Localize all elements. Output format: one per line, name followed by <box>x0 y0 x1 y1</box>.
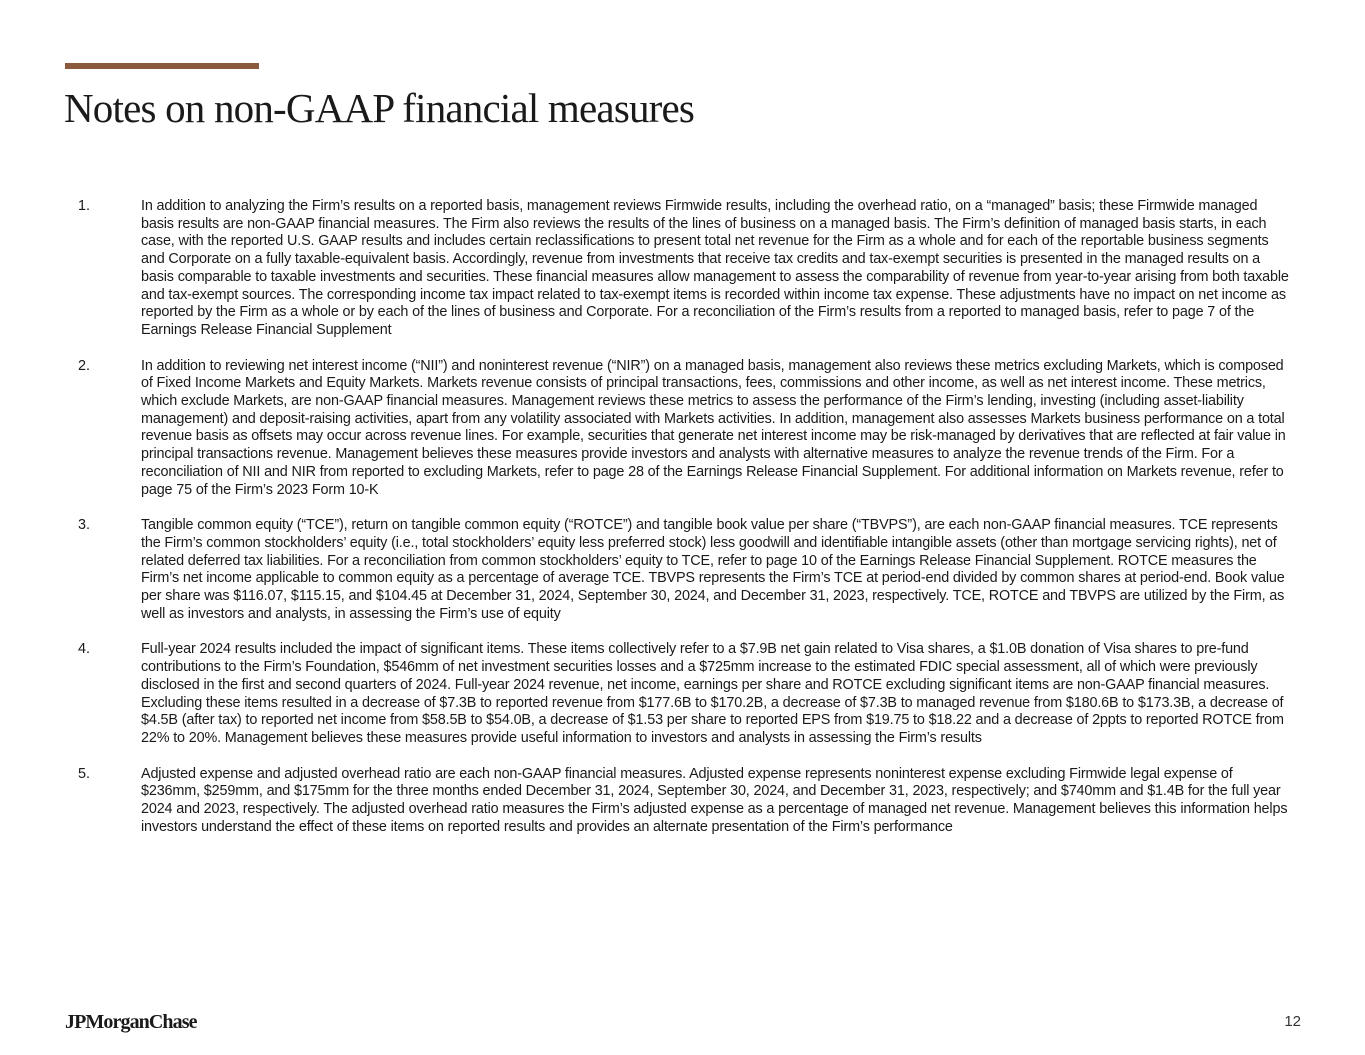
note-text: Full-year 2024 results included the impact of significant items. These items collectively refer to a $7.9B net gain related to Visa shares, a $1.0B donation of Visa shares to pre-fund contributions to the Firm’s Foundation, $546mm of net investment securities losses and a $725mm increase to the estimated FDIC special assessment, all of which were previously disclosed in the first and second quarters of 2024. Full-year 2024 revenue, net income, earnings per share and ROTCE excluding significant items are non-GAAP financial measures. Excluding these items resulted in a decrease of $7.3B to reported revenue from $177.6B to $170.2B, a decrease of $7.3B to managed revenue from $180.6B to $173.3B, a decrease of $4.5B (after tax) to reported net income from $58.5B to $54.0B, a decrease of $1.53 per share to reported EPS from $19.75 to $18.22 and a decrease of 2ppts to reported ROTCE from 22% to 20%. Management believes these measures provide useful information to investors and analysts in assessing the Firm’s results <box>141 641 1284 746</box>
note-text: In addition to analyzing the Firm’s results on a reported basis, management reviews Firmwide results, including the overhead ratio, on a “managed” basis; these Firmwide managed basis results are non-GAAP financial measures. The Firm also reviews the results of the lines of business on a managed basis. The Firm’s definition of managed basis starts, in each case, with the reported U.S. GAAP results and includes certain reclassifications to present total net revenue for the Firm as a whole and for each of the reportable business segments and Corporate on a fully taxable-equivalent basis. Accordingly, revenue from investments that receive tax credits and tax-exempt securities is presented in the managed results on a basis comparable to taxable investments and securities. These financial measures allow management to assess the comparability of revenue from year-to-year arising from both taxable and tax-exempt sources. The corresponding income tax impact related to tax-exempt items is recorded within income tax expense. These adjustments have no impact on net income as reported by the Firm as a whole or by each of the lines of business and Corporate. For a reconciliation of the Firm’s results from a reported to managed basis, refer to page 7 of the Earnings Release Financial Supplement <box>141 198 1289 338</box>
note-item-5 <box>0 766 1365 837</box>
title-accent-bar <box>65 63 259 69</box>
note-number: 5. <box>78 765 91 782</box>
page-number: 12 <box>1284 1013 1301 1030</box>
page-title: Notes on non-GAAP financial measures <box>64 85 695 131</box>
jpmorganchase-logo: JPMorganChase <box>65 1011 197 1033</box>
note-number: 1. <box>78 198 91 214</box>
note-number: 3. <box>78 517 91 534</box>
note-number: 4. <box>78 641 91 658</box>
note-item-3 <box>0 517 1365 623</box>
notes-list <box>0 198 1365 855</box>
note-number: 2. <box>78 357 91 374</box>
note-item-4 <box>0 641 1365 747</box>
note-text: Tangible common equity (“TCE”), return on tangible common equity (“ROTCE”) and tangible book value per share (“TBVPS”), are each non-GAAP financial measures. TCE represents the Firm’s common stockholders’ equity (i.e., total stockholders’ equity less preferred stock) less goodwill and identifiable intangible assets (other than mortgage servicing rights), net of related deferred tax liabilities. For a reconciliation from common stockholders’ equity to TCE, refer to page 10 of the Earnings Release Financial Supplement. ROTCE measures the Firm’s net income applicable to common equity as a percentage of average TCE. TBVPS represents the Firm’s TCE at period-end divided by common shares at period-end. Book value per share was $116.07, $115.15, and $104.45 at December 31, 2024, September 30, 2024, and December 31, 2023, respectively. TCE, ROTCE and TBVPS are utilized by the Firm, as well as investors and analysts, in assessing the Firm’s use of equity <box>141 517 1285 622</box>
note-text: In addition to reviewing net interest income (“NII”) and noninterest revenue (“NIR”) on a managed basis, management also reviews these metrics excluding Markets, which is composed of Fixed Income Markets and Equity Markets. Markets revenue consists of principal transactions, fees, commissions and other income, as well as net interest income. These metrics, which exclude Markets, are non-GAAP financial measures. Management reviews these metrics to assess the performance of the Firm’s lending, investing (including asset-liability management) and deposit-raising activities, apart from any volatility associated with Markets activities. In addition, management also assesses Markets business performance on a total revenue basis as offsets may occur across revenue lines. For example, securities that generate net interest income may be risk-managed by derivatives that are reflected at fair value in principal transactions revenue. Management believes these measures provide investors and analysts with alternative measures to analyze the revenue trends of the Firm. For a reconciliation of NII and NIR from reported to excluding Markets, refer to page 28 of the Earnings Release Financial Supplement. For additional information on Markets revenue, refer to page 75 of the Firm’s 2023 Form 10-K <box>141 357 1286 498</box>
note-text: Adjusted expense and adjusted overhead ratio are each non-GAAP financial measures. Adjusted expense represents noninterest expense excluding Firmwide legal expense of $236mm, $259mm, and $175mm for the three months ended December 31, 2024, September 30, 2024, and December 31, 2023, respectively; and $740mm and $1.4B for the full year 2024 and 2023, respectively. The adjusted overhead ratio measures the Firm’s adjusted expense as a percentage of managed net revenue. Management believes this information helps investors understand the effect of these items on reported results and provides an alternate presentation of the Firm’s performance <box>141 765 1288 835</box>
note-item-1 <box>0 198 1365 340</box>
note-item-2 <box>0 358 1365 500</box>
